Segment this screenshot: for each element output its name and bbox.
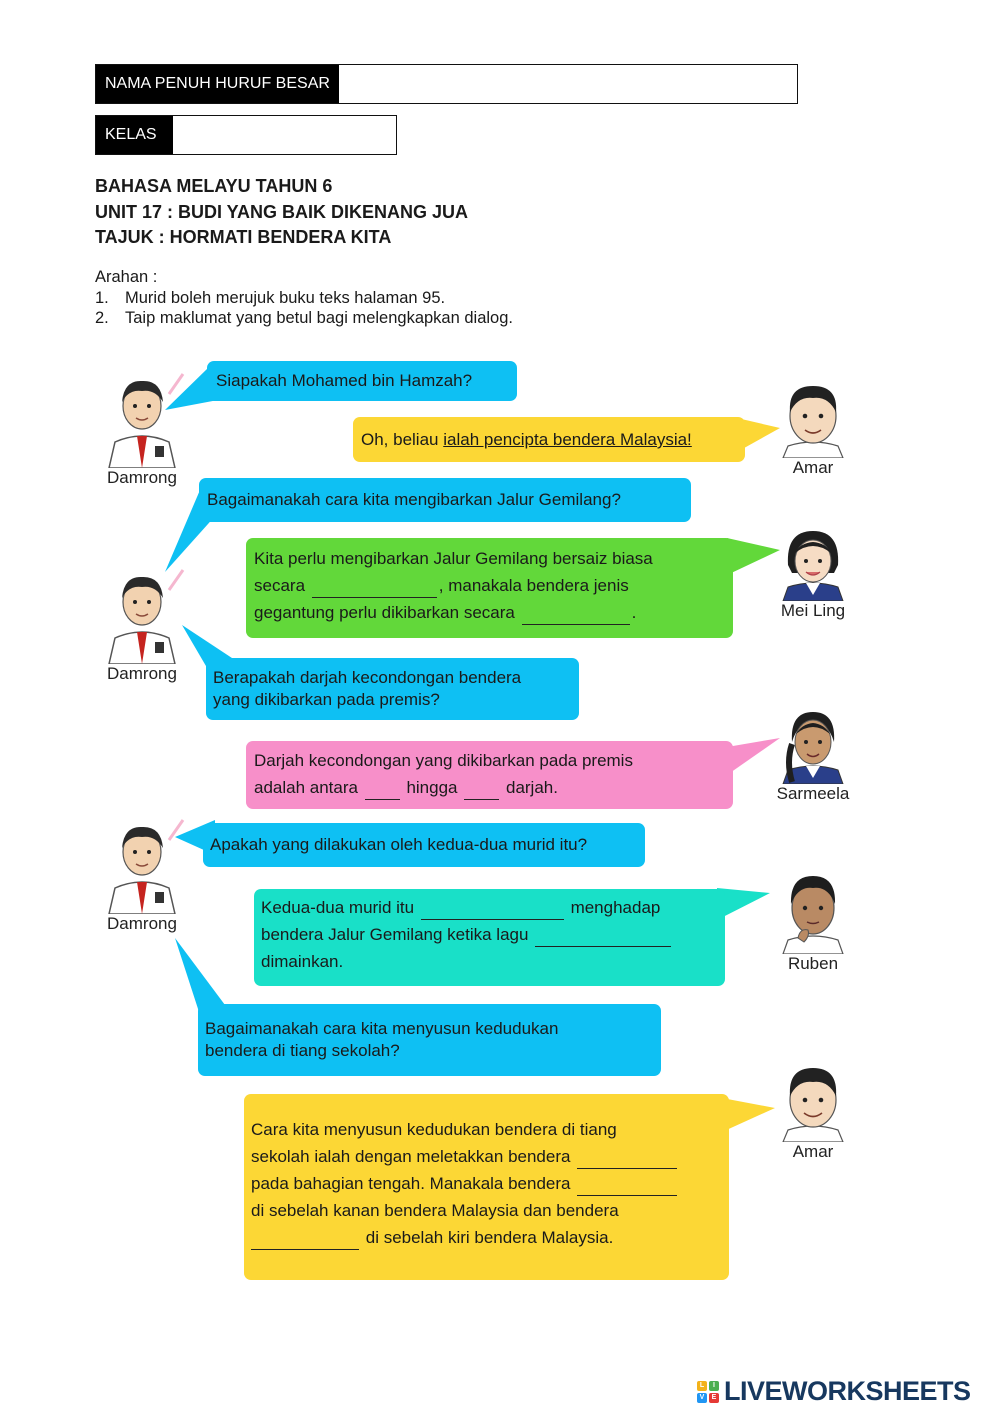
character-ruben: Ruben: [768, 868, 858, 974]
full-name-input[interactable]: [339, 65, 797, 103]
answer-text: ialah pencipta bendera Malaysia!: [443, 430, 692, 449]
answer-blank[interactable]: [577, 1148, 677, 1169]
answer-blank[interactable]: [522, 604, 630, 625]
boy-student-illustration: [97, 568, 187, 664]
boy-face-illustration: [768, 1060, 858, 1142]
bubble-damrong-q1: Siapakah Mohamed bin Hamzah?: [207, 361, 517, 401]
answer-blank[interactable]: [251, 1229, 359, 1250]
boy-face-illustration: [768, 378, 858, 458]
bubble-ruben-a4: Kedua-dua murid itu menghadap bendera Jalur Gemilang ketika lagu dimainkan.: [254, 889, 725, 986]
answer-blank[interactable]: [535, 926, 671, 947]
bubble-amar-a1: Oh, beliau ialah pencipta bendera Malaysia!: [353, 417, 745, 462]
answer-blank[interactable]: [577, 1175, 677, 1196]
instruction-item: 1. Murid boleh merujuk buku teks halaman 95.: [95, 288, 446, 307]
class-input[interactable]: [173, 116, 396, 154]
character-damrong: Damrong: [97, 372, 187, 488]
character-amar: Amar: [768, 378, 858, 478]
logo-text: LIVEWORKSHEETS: [724, 1376, 971, 1406]
answer-blank[interactable]: [312, 577, 437, 598]
boy-student-illustration: [97, 372, 187, 468]
full-name-label: NAMA PENUH HURUF BESAR: [96, 65, 339, 103]
logo-tiles-icon: L I V E: [697, 1381, 719, 1403]
class-row: [95, 115, 397, 155]
character-sarmeela: Sarmeela: [768, 704, 858, 804]
full-name-row: [95, 64, 798, 104]
character-amar: Amar: [768, 1060, 858, 1162]
answer-blank[interactable]: [421, 899, 564, 920]
girl-braid-illustration: [768, 704, 858, 784]
liveworksheets-logo: [697, 1376, 971, 1407]
instruction-item: 2. Taip maklumat yang betul bagi melengkapkan dialog.: [95, 309, 513, 327]
bubble-meiling-a2: Kita perlu mengibarkan Jalur Gemilang bersaiz biasa secara , manakala bendera jenis gegantung perlu dikibarkan secara .: [246, 538, 733, 638]
bubble-damrong-q5: Bagaimanakah cara kita menyusun kedudukan bendera di tiang sekolah?: [198, 1004, 661, 1076]
worksheet-heading: [95, 174, 468, 251]
class-label: KELAS: [96, 116, 173, 154]
answer-blank[interactable]: [464, 779, 499, 800]
bubble-damrong-q2: Bagaimanakah cara kita mengibarkan Jalur Gemilang?: [199, 478, 691, 522]
character-damrong: Damrong: [97, 818, 187, 934]
answer-blank[interactable]: [365, 779, 400, 800]
instructions: [95, 267, 513, 329]
girl-face-illustration: [768, 525, 858, 601]
boy-thinking-illustration: [768, 868, 858, 954]
bubble-damrong-q3: Berapakah darjah kecondongan bendera yang dikibarkan pada premis?: [206, 658, 579, 720]
character-mei-ling: Mei Ling: [768, 525, 858, 621]
bubble-damrong-q4: Apakah yang dilakukan oleh kedua-dua murid itu?: [203, 823, 645, 867]
subject-title: BAHASA MELAYU TAHUN 6: [95, 176, 333, 196]
boy-student-illustration: [97, 818, 187, 914]
bubble-amar-a5: Cara kita menyusun kedudukan bendera di tiang sekolah ialah dengan meletakkan bendera pada bahagian tengah. Manakala bendera di sebelah kanan bendera Malaysia dan bendera di sebelah kiri bendera Malaysia.: [244, 1094, 729, 1280]
unit-title: UNIT 17 : BUDI YANG BAIK DIKENANG JUA: [95, 201, 469, 222]
topic-title: TAJUK : HORMATI BENDERA KITA: [95, 227, 392, 247]
bubble-sarmeela-a3: Darjah kecondongan yang dikibarkan pada premis adalah antara hingga darjah.: [246, 741, 733, 809]
character-damrong: Damrong: [97, 568, 187, 684]
instructions-title: Arahan :: [95, 268, 158, 286]
